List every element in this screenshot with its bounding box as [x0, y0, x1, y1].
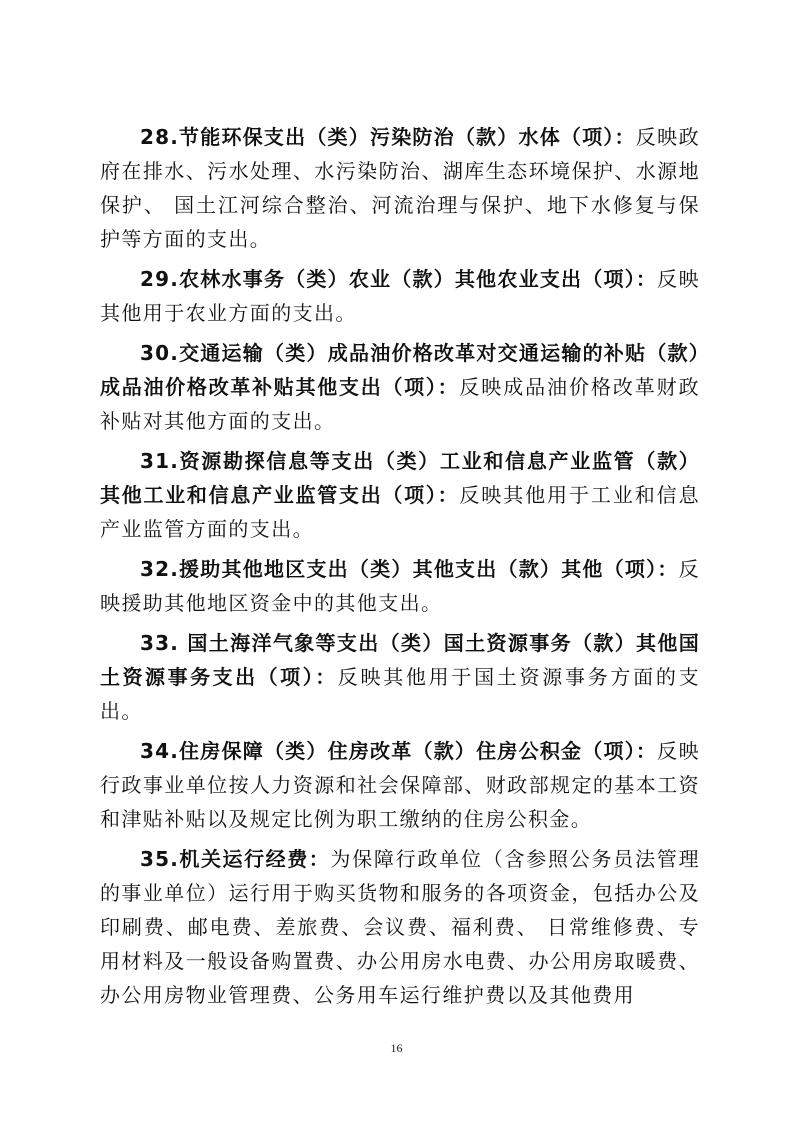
- paragraph-32: [100, 552, 700, 620]
- paragraph-28: [100, 120, 700, 256]
- paragraph-heading: 28.节能环保支出（类）污染防治（款）水体（项）：: [140, 125, 636, 149]
- paragraph-heading: 32.援助其他地区支出（类）其他支出（款）其他（项）：: [140, 557, 679, 581]
- page-number: 16: [390, 1041, 403, 1055]
- paragraph-body: 反映其他用于工业和信息产业监管方面的支出。: [100, 483, 700, 541]
- paragraph-body: 为保障行政单位（含参照公务员法管理的事业单位）运行用于购买货物和服务的各项资金，包括办公及印刷费、邮电费、差旅费、会议费、福利费、 日常维修费、专用材料及一般设备购置费、办公用房水电费、办公用房取暖费、办公用房物业管理费、公务用车运行维护费以及其他费用: [100, 847, 700, 1007]
- document-body: [100, 120, 700, 1018]
- paragraph-35: [100, 842, 700, 1012]
- paragraph-heading: 33. 国土海洋气象等支出（类）国土资源事务（款）其他国土资源事务支出（项）：: [100, 631, 700, 689]
- paragraph-body: 反映政府在排水、污水处理、水污染防治、湖库生态环境保护、水源地保护、 国土江河综合整治、河流治理与保护、地下水修复与保护等方面的支出。: [100, 125, 700, 251]
- paragraph-heading: 35.机关运行经费：: [140, 847, 331, 871]
- paragraph-body: 反映其他用于农业方面的支出。: [100, 267, 700, 325]
- paragraph-body: 反映援助其他地区资金中的其他支出。: [100, 557, 700, 615]
- paragraph-33: [100, 626, 700, 728]
- paragraph-heading: 30.交通运输（类）成品油价格改革对交通运输的补贴（款）成品油价格改革补贴其他支出（项）：: [100, 341, 700, 399]
- paragraph-34: [100, 734, 700, 836]
- paragraph-30: [100, 336, 700, 438]
- paragraph-31: [100, 444, 700, 546]
- paragraph-body: 反映其他用于国土资源事务方面的支出。: [100, 665, 700, 723]
- paragraph-heading: 34.住房保障（类）住房改革（款）住房公积金（项）：: [140, 739, 658, 763]
- paragraph-heading: 29.农林水事务（类）农业（款）其他农业支出（项）：: [140, 267, 658, 291]
- paragraph-heading: 31.资源勘探信息等支出（类）工业和信息产业监管（款）其他工业和信息产业监管支出（项）：: [100, 449, 700, 507]
- paragraph-29: [100, 262, 700, 330]
- paragraph-body: 反映成品油价格改革财政补贴对其他方面的支出。: [100, 375, 700, 433]
- paragraph-body: 反映行政事业单位按人力资源和社会保障部、财政部规定的基本工资和津贴补贴以及规定比例为职工缴纳的住房公积金。: [100, 739, 700, 831]
